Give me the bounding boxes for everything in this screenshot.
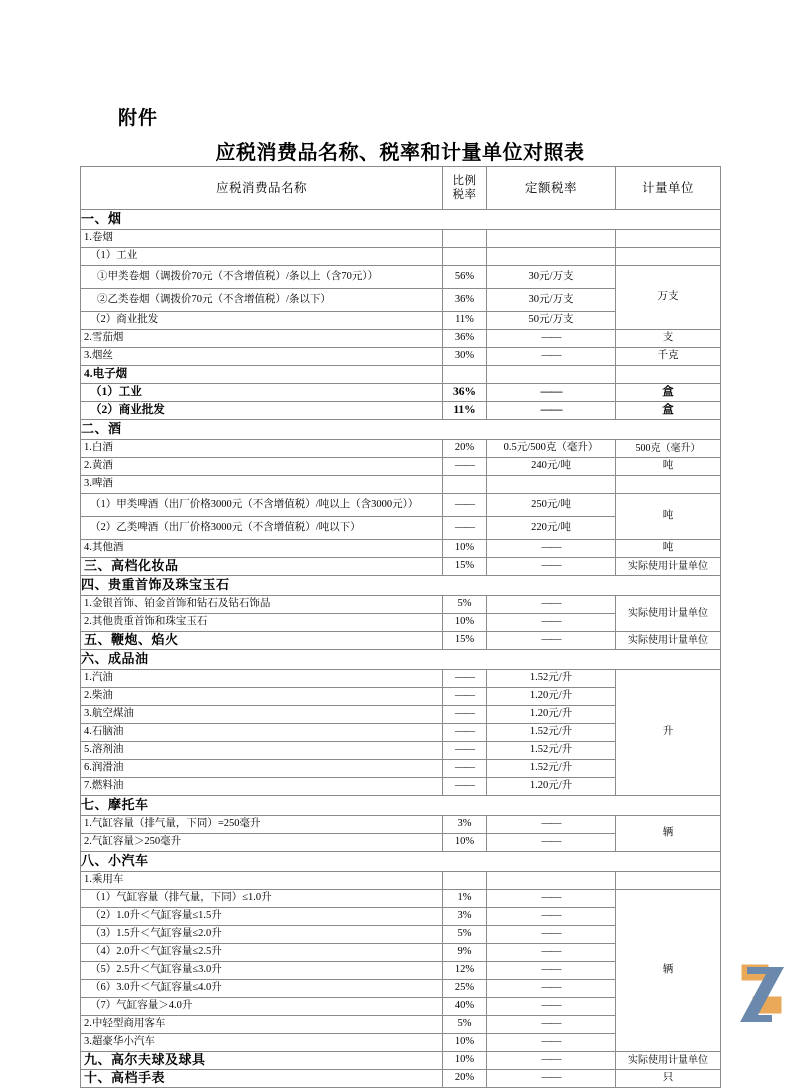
proportional-rate-cell: ——: [443, 494, 487, 517]
item-name-cell: 1.白酒: [81, 440, 443, 458]
item-name-cell: 4.其他酒: [81, 540, 443, 558]
table-row: [81, 420, 721, 440]
table-row: [81, 458, 721, 476]
fixed-rate-cell: 240元/吨: [487, 458, 616, 476]
proportional-rate-cell: ——: [443, 778, 487, 796]
proportional-rate-cell: 11%: [443, 312, 487, 330]
fixed-rate-cell: 1.20元/升: [487, 778, 616, 796]
proportional-rate-cell: 5%: [443, 926, 487, 944]
item-name-cell: （1）工业: [81, 384, 443, 402]
table-row: [81, 852, 721, 872]
item-name-cell: ②乙类卷烟（调拨价70元（不含增值税）/条以下）: [81, 289, 443, 312]
tax-rate-table: [80, 166, 721, 1088]
measurement-unit-cell: 辆: [616, 890, 721, 1052]
fixed-rate-cell: 1.20元/升: [487, 706, 616, 724]
fixed-rate-cell: ——: [487, 632, 616, 650]
proportional-rate-cell: 3%: [443, 908, 487, 926]
table-row: [81, 576, 721, 596]
table-header-row: [81, 167, 721, 210]
proportional-rate-cell: 10%: [443, 540, 487, 558]
item-name-cell: （2）乙类啤酒（出厂价格3000元（不含增值税）/吨以下）: [81, 517, 443, 540]
measurement-unit-cell: 千克: [616, 348, 721, 366]
proportional-rate-cell: 30%: [443, 348, 487, 366]
column-header-rate: [443, 167, 487, 210]
fixed-rate-cell: ——: [487, 1070, 616, 1088]
proportional-rate-cell: 11%: [443, 402, 487, 420]
item-name-cell: 3.烟丝: [81, 348, 443, 366]
tax-table-container: [80, 166, 720, 1088]
fixed-rate-cell: ——: [487, 330, 616, 348]
section-header-cell: 二、酒: [81, 420, 721, 440]
fixed-rate-cell: [487, 366, 616, 384]
table-row: [81, 348, 721, 366]
fixed-rate-cell: ——: [487, 890, 616, 908]
measurement-unit-cell: 实际使用计量单位: [616, 1052, 721, 1070]
item-name-cell: 2.黄酒: [81, 458, 443, 476]
proportional-rate-cell: ——: [443, 517, 487, 540]
measurement-unit-cell: 实际使用计量单位: [616, 596, 721, 632]
item-name-cell: 1.乘用车: [81, 872, 443, 890]
item-name-cell: 2.气缸容量＞250毫升: [81, 834, 443, 852]
column-header-fixed-rate: 定额税率: [487, 167, 616, 210]
proportional-rate-cell: 20%: [443, 1070, 487, 1088]
measurement-unit-cell: [616, 366, 721, 384]
item-name-cell: （2）1.0升＜气缸容量≤1.5升: [81, 908, 443, 926]
table-row: [81, 366, 721, 384]
proportional-rate-cell: 12%: [443, 962, 487, 980]
section-row-name-cell: 十、高档手表: [81, 1070, 443, 1088]
table-row: [81, 670, 721, 688]
table-row: [81, 402, 721, 420]
item-name-cell: 2.柴油: [81, 688, 443, 706]
proportional-rate-cell: ——: [443, 706, 487, 724]
fixed-rate-cell: ——: [487, 980, 616, 998]
fixed-rate-cell: ——: [487, 1016, 616, 1034]
proportional-rate-cell: 10%: [443, 1034, 487, 1052]
fixed-rate-cell: 250元/吨: [487, 494, 616, 517]
table-row: [81, 248, 721, 266]
fixed-rate-cell: 1.52元/升: [487, 670, 616, 688]
fixed-rate-cell: ——: [487, 558, 616, 576]
fixed-rate-cell: ——: [487, 962, 616, 980]
proportional-rate-cell: 15%: [443, 632, 487, 650]
section-header-cell: 六、成品油: [81, 650, 721, 670]
item-name-cell: （1）甲类啤酒（出厂价格3000元（不含增值税）/吨以上（含3000元））: [81, 494, 443, 517]
section-header-cell: 八、小汽车: [81, 852, 721, 872]
fixed-rate-cell: ——: [487, 908, 616, 926]
proportional-rate-cell: ——: [443, 670, 487, 688]
item-name-cell: （6）3.0升＜气缸容量≤4.0升: [81, 980, 443, 998]
item-name-cell: ①甲类卷烟（调拨价70元（不含增值税）/条以上（含70元））: [81, 266, 443, 289]
measurement-unit-cell: 盒: [616, 384, 721, 402]
fixed-rate-cell: ——: [487, 540, 616, 558]
proportional-rate-cell: ——: [443, 688, 487, 706]
fixed-rate-cell: ——: [487, 1052, 616, 1070]
section-row-name-cell: 三、高档化妆品: [81, 558, 443, 576]
table-row: [81, 384, 721, 402]
fixed-rate-cell: [487, 872, 616, 890]
item-name-cell: 6.润滑油: [81, 760, 443, 778]
proportional-rate-cell: 5%: [443, 1016, 487, 1034]
item-name-cell: （7）气缸容量＞4.0升: [81, 998, 443, 1016]
fixed-rate-cell: ——: [487, 816, 616, 834]
fixed-rate-cell: 1.52元/升: [487, 760, 616, 778]
measurement-unit-cell: 支: [616, 330, 721, 348]
item-name-cell: 3.航空煤油: [81, 706, 443, 724]
item-name-cell: 2.其他贵重首饰和珠宝玉石: [81, 614, 443, 632]
table-row: [81, 816, 721, 834]
proportional-rate-cell: 10%: [443, 1052, 487, 1070]
proportional-rate-cell: [443, 476, 487, 494]
fixed-rate-cell: 1.52元/升: [487, 724, 616, 742]
table-row: [81, 540, 721, 558]
measurement-unit-cell: 盒: [616, 402, 721, 420]
table-row: [81, 476, 721, 494]
fixed-rate-cell: ——: [487, 614, 616, 632]
fixed-rate-cell: ——: [487, 596, 616, 614]
item-name-cell: （5）2.5升＜气缸容量≤3.0升: [81, 962, 443, 980]
column-header-rate-line1: 比例: [452, 174, 477, 187]
measurement-unit-cell: 实际使用计量单位: [616, 632, 721, 650]
measurement-unit-cell: 吨: [616, 458, 721, 476]
fixed-rate-cell: ——: [487, 384, 616, 402]
item-name-cell: （2）商业批发: [81, 312, 443, 330]
proportional-rate-cell: ——: [443, 724, 487, 742]
item-name-cell: （2）商业批发: [81, 402, 443, 420]
fixed-rate-cell: 220元/吨: [487, 517, 616, 540]
measurement-unit-cell: 只: [616, 1070, 721, 1088]
measurement-unit-cell: 万支: [616, 266, 721, 330]
proportional-rate-cell: 10%: [443, 614, 487, 632]
table-row: [81, 632, 721, 650]
table-row: [81, 650, 721, 670]
measurement-unit-cell: [616, 248, 721, 266]
fixed-rate-cell: [487, 248, 616, 266]
fixed-rate-cell: ——: [487, 348, 616, 366]
item-name-cell: 1.卷烟: [81, 230, 443, 248]
section-header-cell: 四、贵重首饰及珠宝玉石: [81, 576, 721, 596]
proportional-rate-cell: [443, 366, 487, 384]
column-header-unit: 计量单位: [616, 167, 721, 210]
table-row: [81, 440, 721, 458]
proportional-rate-cell: 15%: [443, 558, 487, 576]
proportional-rate-cell: [443, 248, 487, 266]
item-name-cell: 1.汽油: [81, 670, 443, 688]
proportional-rate-cell: [443, 230, 487, 248]
attachment-label: 附件: [118, 108, 159, 129]
fixed-rate-cell: 50元/万支: [487, 312, 616, 330]
measurement-unit-cell: [616, 476, 721, 494]
section-header-cell: 七、摩托车: [81, 796, 721, 816]
item-name-cell: （1）气缸容量（排气量，下同）≤1.0升: [81, 890, 443, 908]
proportional-rate-cell: 36%: [443, 289, 487, 312]
proportional-rate-cell: 25%: [443, 980, 487, 998]
proportional-rate-cell: 5%: [443, 596, 487, 614]
item-name-cell: 3.啤酒: [81, 476, 443, 494]
item-name-cell: 2.雪茄烟: [81, 330, 443, 348]
fixed-rate-cell: ——: [487, 1034, 616, 1052]
fixed-rate-cell: ——: [487, 926, 616, 944]
item-name-cell: 1.金银首饰、铂金首饰和钻石及钻石饰品: [81, 596, 443, 614]
item-name-cell: 7.燃料油: [81, 778, 443, 796]
item-name-cell: 4.电子烟: [81, 366, 443, 384]
fixed-rate-cell: ——: [487, 944, 616, 962]
item-name-cell: （3）1.5升＜气缸容量≤2.0升: [81, 926, 443, 944]
fixed-rate-cell: 30元/万支: [487, 266, 616, 289]
table-row: [81, 494, 721, 517]
table-row: [81, 558, 721, 576]
fixed-rate-cell: 1.52元/升: [487, 742, 616, 760]
table-body: [81, 210, 721, 1088]
table-row: [81, 266, 721, 289]
fixed-rate-cell: 1.20元/升: [487, 688, 616, 706]
measurement-unit-cell: [616, 872, 721, 890]
column-header-name: 应税消费品名称: [81, 167, 443, 210]
item-name-cell: （1）工业: [81, 248, 443, 266]
table-row: [81, 230, 721, 248]
proportional-rate-cell: 56%: [443, 266, 487, 289]
proportional-rate-cell: 3%: [443, 816, 487, 834]
item-name-cell: 2.中轻型商用客车: [81, 1016, 443, 1034]
fixed-rate-cell: ——: [487, 998, 616, 1016]
measurement-unit-cell: 吨: [616, 540, 721, 558]
proportional-rate-cell: ——: [443, 458, 487, 476]
table-row: [81, 1070, 721, 1088]
proportional-rate-cell: ——: [443, 742, 487, 760]
item-name-cell: 1.气缸容量（排气量，下同）=250毫升: [81, 816, 443, 834]
table-row: [81, 210, 721, 230]
proportional-rate-cell: 9%: [443, 944, 487, 962]
measurement-unit-cell: 升: [616, 670, 721, 796]
measurement-unit-cell: [616, 230, 721, 248]
fixed-rate-cell: [487, 476, 616, 494]
proportional-rate-cell: ——: [443, 760, 487, 778]
measurement-unit-cell: 辆: [616, 816, 721, 852]
table-row: [81, 796, 721, 816]
proportional-rate-cell: 36%: [443, 384, 487, 402]
table-row: [81, 872, 721, 890]
item-name-cell: （4）2.0升＜气缸容量≤2.5升: [81, 944, 443, 962]
table-row: [81, 330, 721, 348]
column-header-rate-line2: 税率: [452, 189, 477, 201]
table-row: [81, 890, 721, 908]
proportional-rate-cell: [443, 872, 487, 890]
fixed-rate-cell: [487, 230, 616, 248]
proportional-rate-cell: 36%: [443, 330, 487, 348]
section-row-name-cell: 九、高尔夫球及球具: [81, 1052, 443, 1070]
measurement-unit-cell: 500克（毫升）: [616, 440, 721, 458]
item-name-cell: 5.溶剂油: [81, 742, 443, 760]
table-row: [81, 1052, 721, 1070]
proportional-rate-cell: 10%: [443, 834, 487, 852]
fixed-rate-cell: 30元/万支: [487, 289, 616, 312]
item-name-cell: 3.超豪华小汽车: [81, 1034, 443, 1052]
proportional-rate-cell: 40%: [443, 998, 487, 1016]
measurement-unit-cell: 吨: [616, 494, 721, 540]
item-name-cell: 4.石脑油: [81, 724, 443, 742]
fixed-rate-cell: 0.5元/500克（毫升）: [487, 440, 616, 458]
table-row: [81, 596, 721, 614]
fixed-rate-cell: ——: [487, 834, 616, 852]
section-header-cell: 一、烟: [81, 210, 721, 230]
fixed-rate-cell: ——: [487, 402, 616, 420]
measurement-unit-cell: 实际使用计量单位: [616, 558, 721, 576]
proportional-rate-cell: 1%: [443, 890, 487, 908]
section-row-name-cell: 五、鞭炮、焰火: [81, 632, 443, 650]
page-title: 应税消费品名称、税率和计量单位对照表: [215, 142, 585, 164]
proportional-rate-cell: 20%: [443, 440, 487, 458]
table-header: [81, 167, 721, 210]
